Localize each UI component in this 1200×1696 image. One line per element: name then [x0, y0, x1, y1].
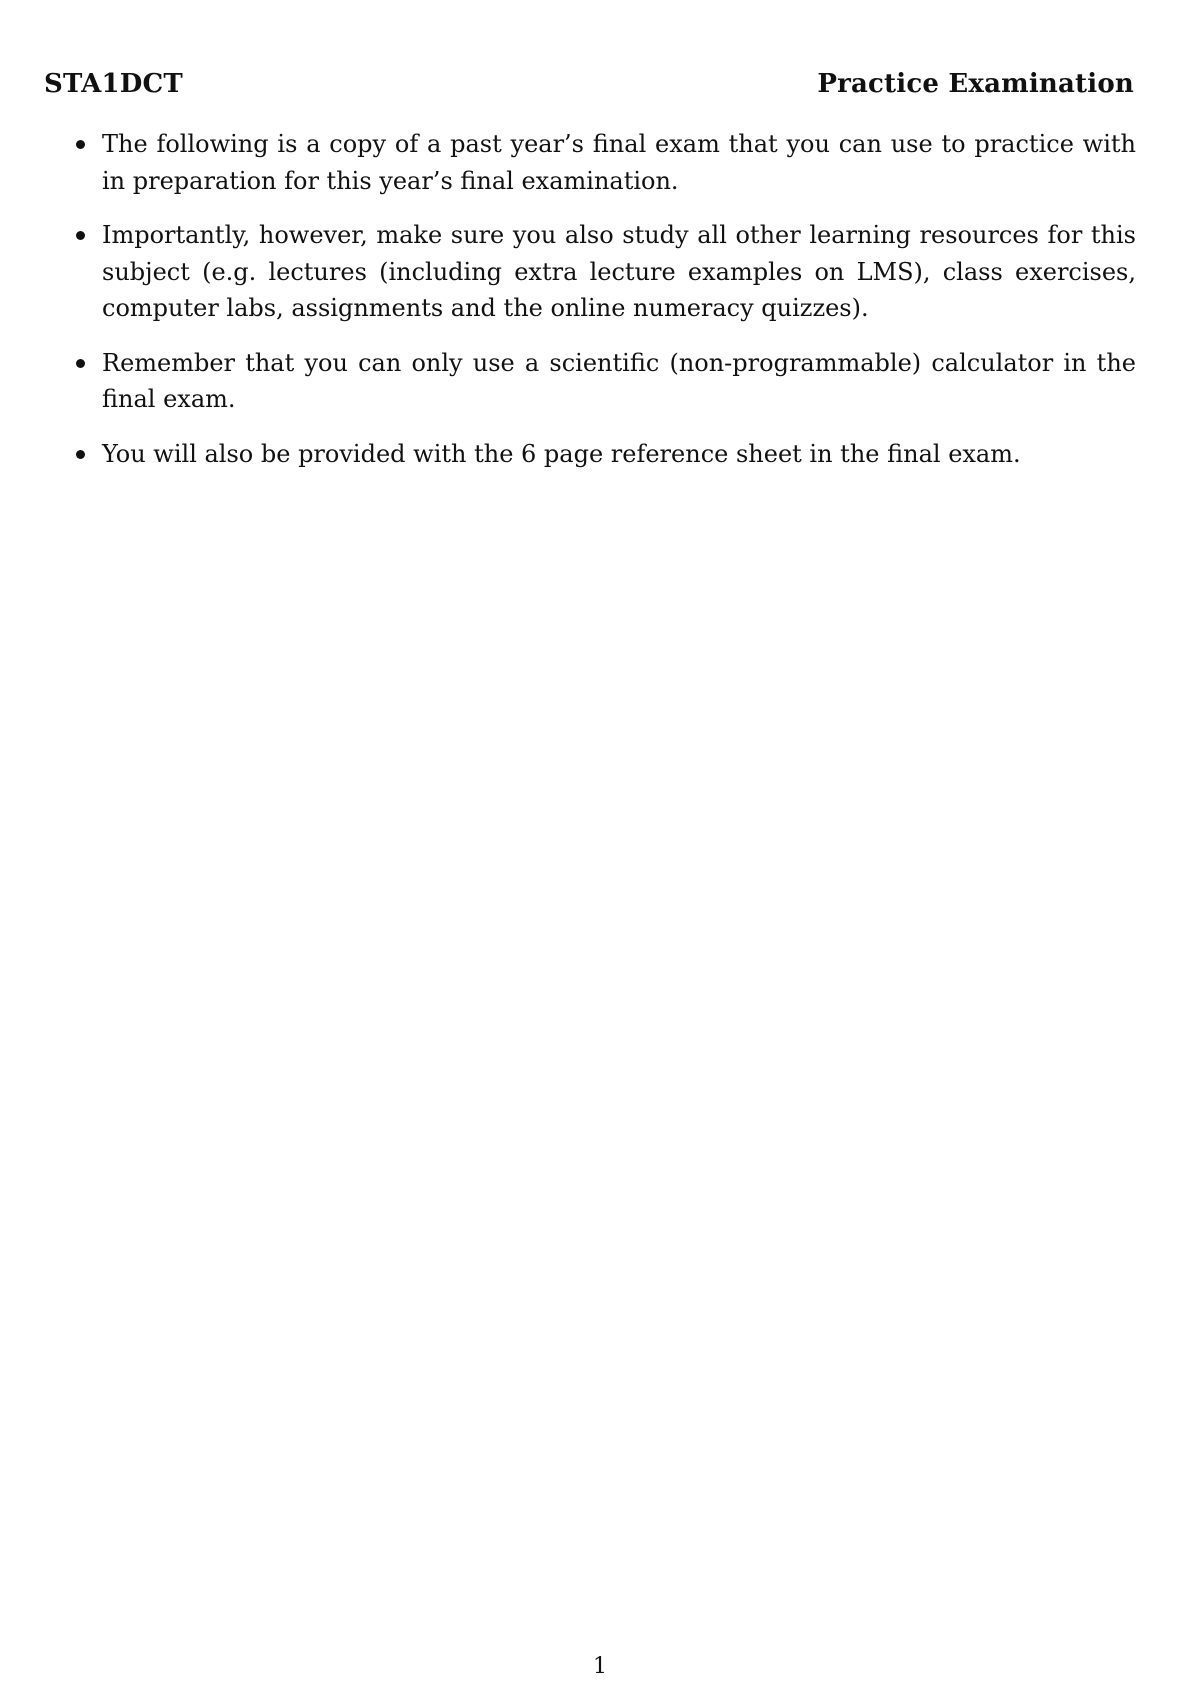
bullet-icon [76, 359, 85, 368]
document-title: Practice Examination [817, 69, 1134, 99]
list-item [74, 126, 1136, 199]
bullet-icon [76, 140, 85, 149]
list-item-text: You will also be provided with the 6 page reference sheet in the final exam. [102, 439, 1021, 468]
course-code: STA1DCT [44, 69, 183, 99]
list-item [74, 436, 1136, 473]
bullet-icon [76, 231, 85, 240]
list-item-text: Remember that you can only use a scientific (non-programmable) calculator in the final exam. [102, 348, 1136, 413]
page-header [44, 64, 1134, 104]
bullet-icon [76, 450, 85, 459]
list-item [74, 217, 1136, 327]
list-item [74, 345, 1136, 418]
instruction-list [74, 126, 1136, 490]
list-item-text: Importantly, however, make sure you also study all other learning resources for this subject (e.g. lectures (including extra lecture examples on LMS), class exercises, computer labs, assignments and the online numeracy quizzes). [102, 221, 1136, 322]
page-number: 1 [593, 1654, 607, 1679]
list-item-text: The following is a copy of a past year’s final exam that you can use to practice with in preparation for this year’s final examination. [102, 130, 1136, 195]
